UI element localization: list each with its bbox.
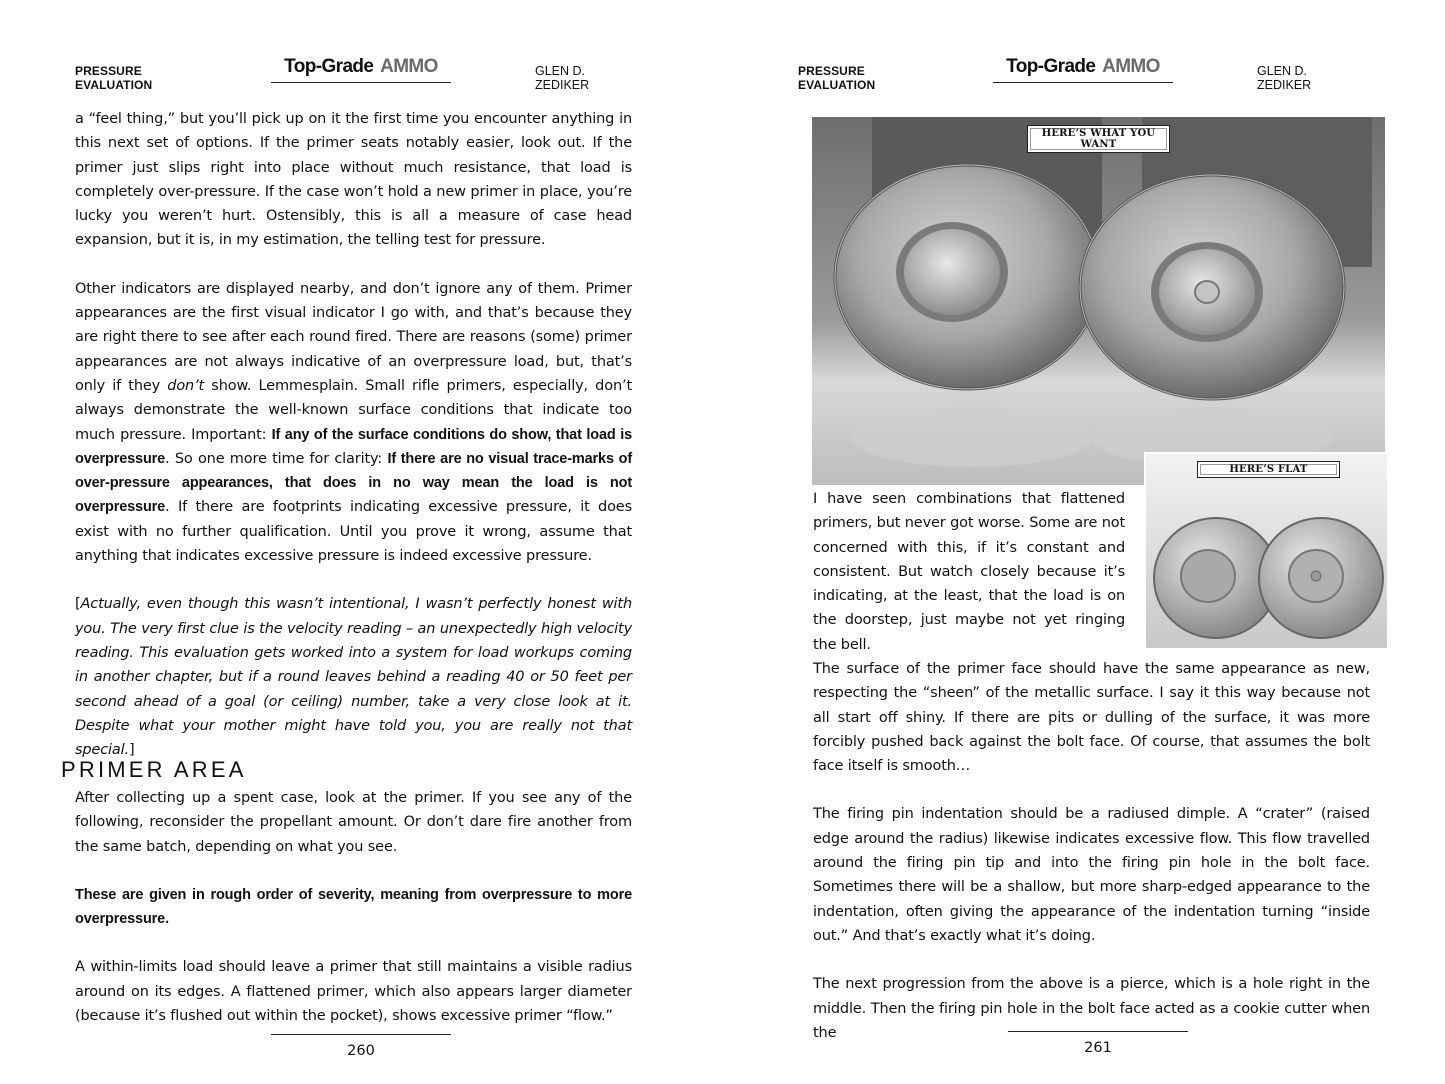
paragraph: The surface of the primer face should have the same appearance as new, respecting the “sheen” of the metallic surface. I say it this way because not all start off shiny. If there are pits or dulling of the surface, it was more forcibly pushed back against the bolt face. Of course, that assumes the bolt face itself is smooth…: [813, 661, 1370, 775]
header-book-title: [993, 56, 1173, 83]
footer-rule: [271, 1034, 451, 1035]
header-section: PRESSURE EVALUATION: [75, 64, 153, 92]
right-page: [722, 0, 1445, 1084]
page-number: 261: [1084, 1040, 1112, 1056]
header-author: GLEN D. ZEDIKER: [535, 64, 590, 92]
footer-rule: [1008, 1031, 1188, 1032]
header-author: GLEN D. ZEDIKER: [1257, 64, 1312, 92]
paragraph: These are given in rough order of severity, meaning from overpressure to more overpressure.: [75, 886, 632, 928]
left-body-2: [75, 786, 632, 1052]
paragraph: I have seen combinations that flattened primers, but never got worse. Some are not concerned with this, if it’s constant and consistent. But watch closely because it’s indicating, at the least, that the load is on the doorstep, just maybe not yet ringing the bell.: [813, 491, 1125, 653]
paragraph: After collecting up a spent case, look at the primer. If you see any of the following, reconsider the propellant amount. Or don’t dare fire another from the same batch, depending on what you see.: [75, 790, 632, 855]
paragraph: a “feel thing,” but you’ll pick up on it the first time you encounter anything in this next set of options. If the primer seats notably easier, look out. If the primer just slips right into place without much resistance, that load is completely over-pressure. If the case won’t hold a new primer in place, you’re lucky you weren’t hurt. Ostensibly, this is all a measure of case head expansion, but it is, in my estimation, the telling test for pressure.: [75, 111, 632, 249]
photo-caption: HERE’S WHAT YOU WANT: [1027, 125, 1170, 153]
right-body-wrapped: [813, 487, 1125, 681]
left-page: [0, 0, 722, 1084]
paragraph: The firing pin indentation should be a radiused dimple. A “crater” (raised edge around the radius) likewise indicates excessive flow. This flow travelled around the firing pin tip and into the firing pin hole in the bolt face. Sometimes there will be a shallow, but more sharp-edged appearance to the indentation, often giving the appearance of the indentation turning “inside out.” And that’s exactly what it’s doing.: [813, 806, 1370, 944]
section-heading: PRIMER AREA: [61, 757, 247, 782]
header-book-title: [271, 56, 451, 83]
paragraph: A within-limits load should leave a primer that still maintains a visible radius around on its edges. A flattened primer, which also appears larger diameter (because it’s flushed out within the pocket), shows excessive primer “flow.”: [75, 959, 632, 1025]
header-title-accent: AMMO: [1102, 56, 1160, 77]
paragraph: Other indicators are displayed nearby, and don’t ignore any of them. Primer appearances are the first visual indicator I go with, and that’s because they are right there to see after each round fired. There are reasons (some) primer appearances are not always indicative of an overpressure load, but, that’s only if they don’t show. Lemmesplain. Small rifle primers, especially, don’t always demonstrate the well-known surface conditions that indicate too much pressure. Important: If any of the surface conditions do show, that load is overpressure. So one more time for clarity: If there are no visual trace-marks of over-pressure appearances, that does in no way mean the load is not overpressure. If there are footprints indicating excessive pressure, it does exist with no further qualification. Until you prove it wrong, assume that anything that indicates excessive pressure is indeed excessive pressure.: [75, 280, 632, 565]
page-number: 260: [347, 1043, 375, 1059]
header-title-main: Top-Grade: [1006, 56, 1096, 77]
header-title-accent: AMMO: [380, 56, 438, 77]
paragraph: The next progression from the above is a pierce, which is a hole right in the middle. Then the firing pin hole in the bolt face acted as a cookie cutter when the: [813, 976, 1370, 1041]
header-title-main: Top-Grade: [284, 56, 374, 77]
flat-primer-photo: [1144, 452, 1387, 648]
cartridge-photo: [812, 117, 1385, 485]
header-section: PRESSURE EVALUATION: [798, 64, 876, 92]
inset-caption: HERE’S FLAT: [1197, 461, 1340, 478]
paragraph: [Actually, even though this wasn’t intentional, I wasn’t perfectly honest with you. The very first clue is the velocity reading – an unexpectedly high velocity reading. This evaluation gets worked into a system for load workups coming in another chapter, but if a round leaves behind a reading 40 or 50 feet per second ahead of a goal (or ceiling) number, take a very close look at it. Despite what your mother might have told you, you are really not that special.]: [75, 596, 632, 759]
right-body: [813, 657, 1370, 1069]
left-body: [75, 107, 632, 786]
